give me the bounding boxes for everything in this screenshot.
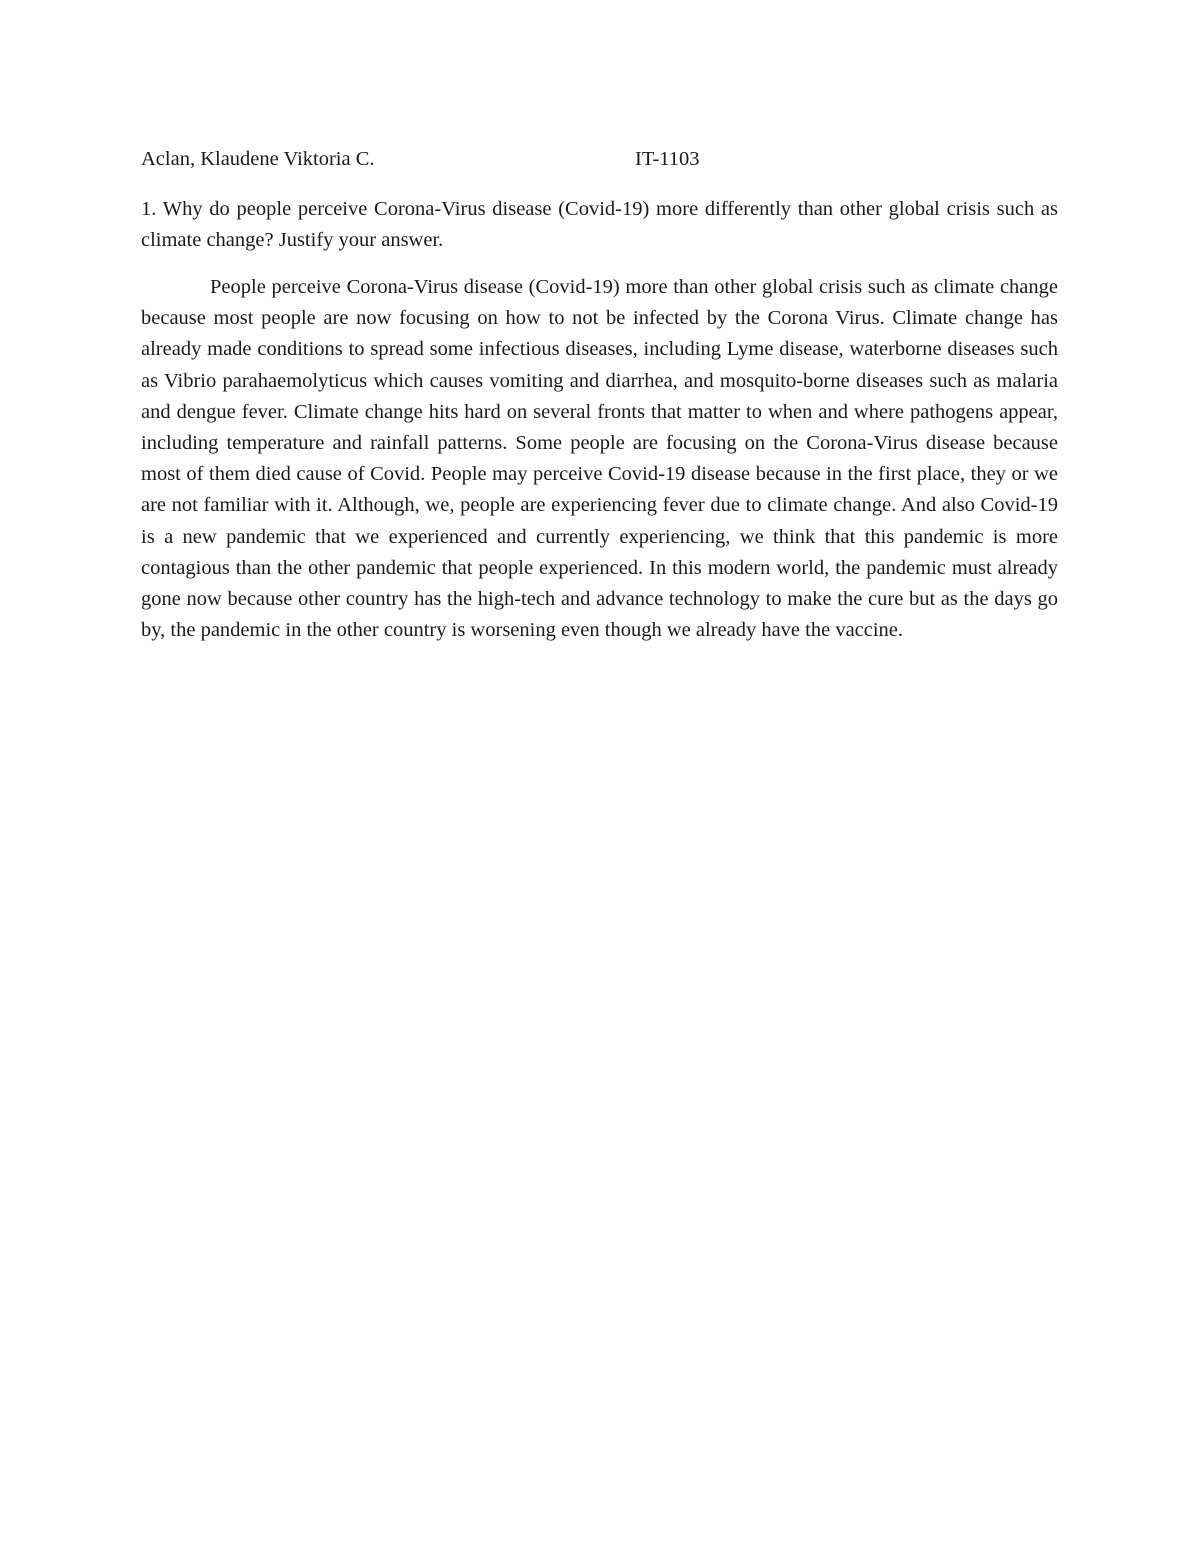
answer-paragraph: People perceive Corona-Virus disease (Covid-19) more than other global crisis such as climate change because most people are now focusing on how to not be infected by the Corona Virus. Climate change has already made conditions to spread some infectious diseases, including Lyme disease, waterborne diseases such as Vibrio parahaemolyticus which causes vomiting and diarrhea, and mosquito-borne diseases such as malaria and dengue fever. Climate change hits hard on several fronts that matter to when and where pathogens appear, including temperature and rainfall patterns. Some people are focusing on the Corona-Virus disease because most of them died cause of Covid. People may perceive Covid-19 disease because in the first place, they or we are not familiar with it. Although, we, people are experiencing fever due to climate change. And also Covid-19 is a new pandemic that we experienced and currently experiencing, we think that this pandemic is more contagious than the other pandemic that people experienced. In this modern world, the pandemic must already gone now because other country has the high-tech and advance technology to make the cure but as the days go by, the pandemic in the other country is worsening even though we already have the vaccine. [141,276,1058,642]
question-text: 1. Why do people perceive Corona-Virus disease (Covid-19) more differently than other global crisis such as climate change? Justify your answer. [141,198,1058,252]
class-section: IT-1103 [635,148,700,170]
document-header [141,145,1058,173]
student-name: Aclan, Klaudene Viktoria C. [141,148,375,170]
